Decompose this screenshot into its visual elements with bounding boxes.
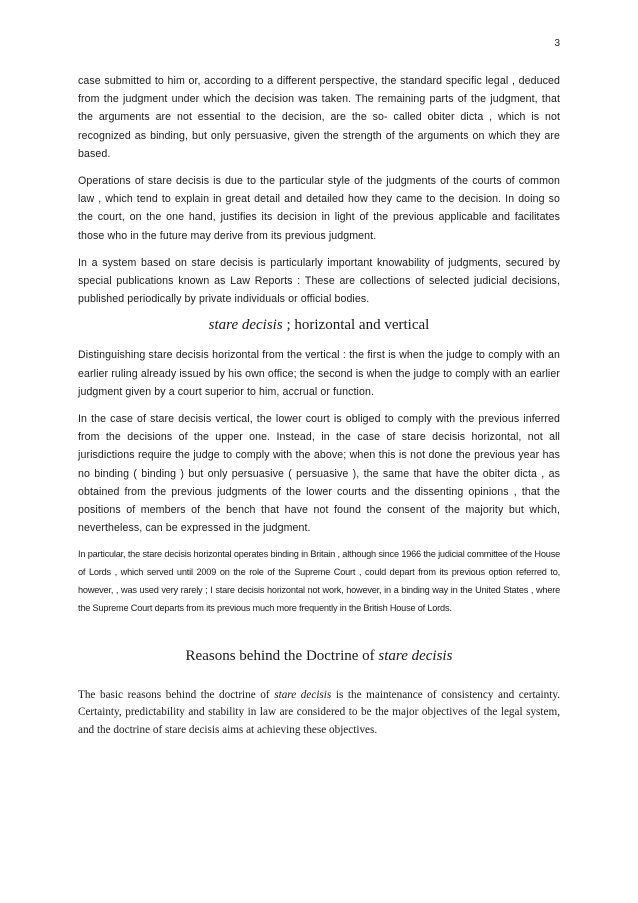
paragraph-obiter-dicta: case submitted to him or, according to a different perspective, the standard specific legal , deduced from the judgment under which the decision was taken. The remaining parts of the judgment, that the arguments are not essential to the decision, are the so- called obiter dicta , which is not recognized as binding, but only persuasive, given the strength of the arguments on which they are based. (78, 75, 560, 160)
reasons-text-italic: stare decisis (274, 688, 332, 701)
paragraph-vertical-case: In the case of stare decisis vertical, the lower court is obliged to comply with the previous inferred from the decisions of the upper one. Instead, in the case of stare decisis horizontal, not all jurisdictions require the judge to comply with the above; when this is not done the previous year has no binding ( binding ) but only persuasive ( persuasive ), the same that have the obiter dicta , as obtained from the previous judgments of the lower courts and the dissenting opinions , that the positions of members of the bench that have not found the consent of the majority but which, nevertheless, can be expressed in the judgment. (78, 413, 560, 535)
reasons-text-after: is the maintenance of consistency and certainty. Certainty, predictability and stability in law are considered to be the major objectives of the legal system, and the doctrine of stare decisis aims at achieving these objectives. (78, 688, 560, 736)
paragraph-britain: In particular, the stare decisis horizontal operates binding in Britain , although since 1966 the judicial committee of the House of Lords , which served until 2009 on the role of the Supreme Court , could depart from its previous option referred to, however, , was used very rarely ; I stare decisis horizontal not work, however, in a binding way in the United States , where the Supreme Court departs from its previous much more frequently in the British House of Lords. (78, 549, 560, 613)
heading2-italic-part: stare decisis (378, 647, 453, 664)
heading2-plain-part: Reasons behind the Doctrine of (185, 647, 379, 664)
paragraph-operations: Operations of stare decisis is due to the particular style of the judgments of the courts of common law , which tend to explain in great detail and detailed how they came to the decision. In doing so the court, on the one hand, justifies its decision in light of the previous applicable and facilitates those who in the future may derive from its previous judgment. (78, 175, 560, 242)
document-body (78, 72, 560, 739)
section-heading-horizontal-vertical (78, 317, 560, 334)
paragraph-law-reports: In a system based on stare decisis is particularly important knowability of judgments, secured by special publications known as Law Reports : These are collections of selected judicial decisions, published periodically by private individuals or official bodies. (78, 256, 560, 306)
reasons-text-before: The basic reasons behind the doctrine of (78, 688, 275, 701)
section-heading-reasons (78, 648, 560, 665)
page-number: 3 (554, 38, 560, 49)
heading-italic-part: stare decisis (208, 317, 283, 334)
heading-plain-part: ; horizontal and vertical (282, 317, 430, 334)
paragraph-distinguishing: Distinguishing stare decisis horizontal from the vertical : the first is when the judge to comply with an earlier ruling already issued by his own office; the second is when the judge to comply with an earlier judgment given by a court superior to him, accrual or function. (78, 349, 560, 398)
paragraph-reasons (78, 687, 560, 740)
